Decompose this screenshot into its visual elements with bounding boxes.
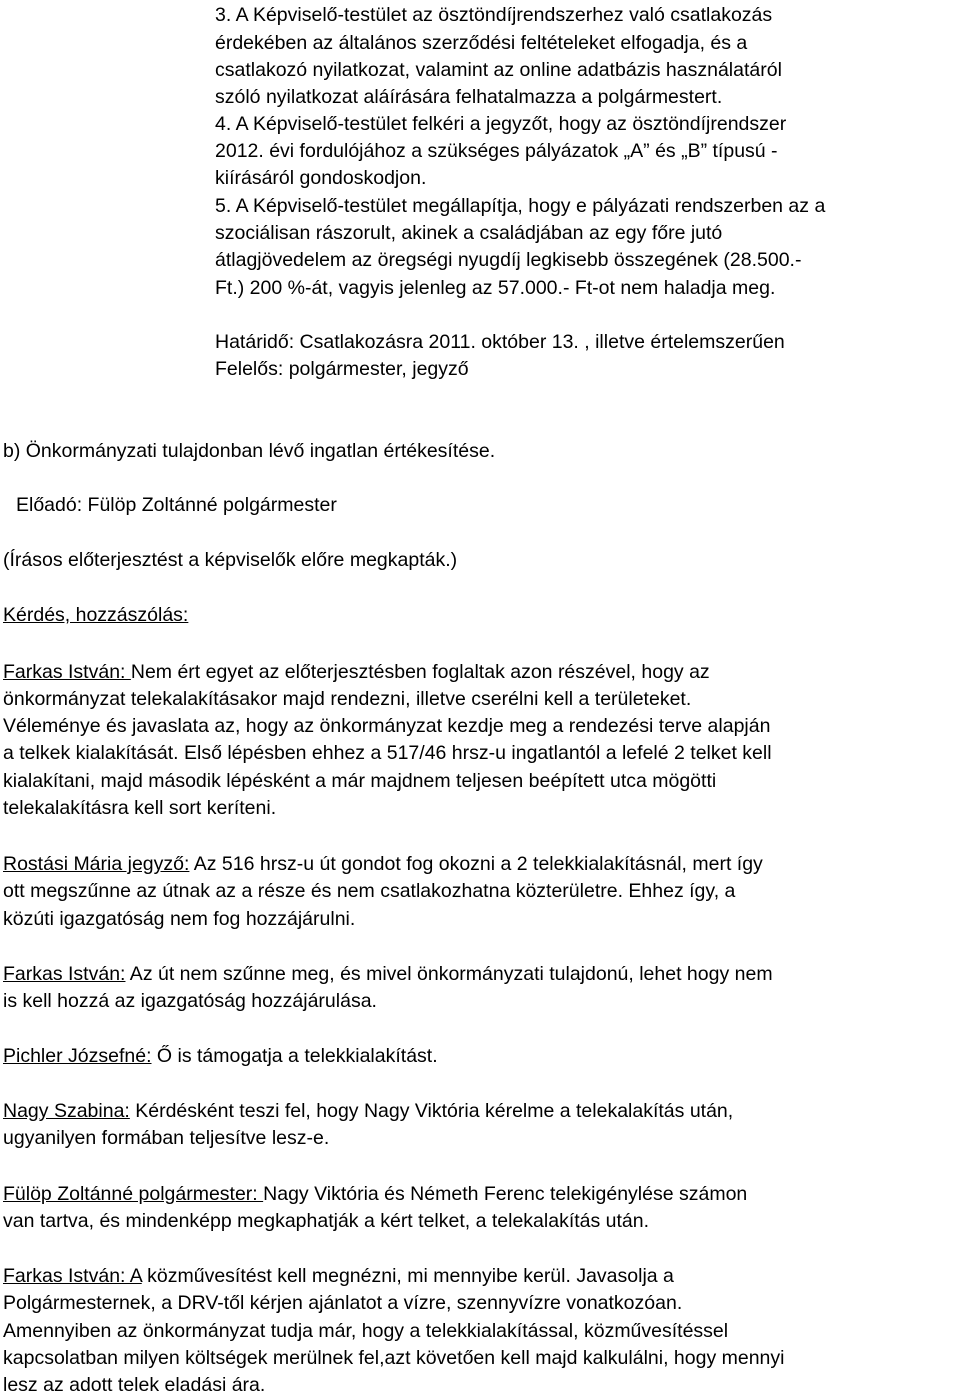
speech-line: van tartva, és mindenképp megkaphatják a kért telket, a telekalakítás után. bbox=[3, 1210, 650, 1232]
presenter-line: Előadó: Fülöp Zoltánné polgármester bbox=[16, 494, 337, 516]
resolution-item-4-line-1: 4. A Képviselő-testület felkéri a jegyzőt, hogy az ösztöndíjrendszer bbox=[215, 113, 787, 135]
agenda-item-title: b) Önkormányzati tulajdonban lévő ingatlan értékesítése. bbox=[3, 440, 496, 462]
speaker-name: Pichler Józsefné: bbox=[3, 1045, 152, 1067]
resolution-item-5-line-2: szociálisan rászorult, akinek a családjában az egy főre jutó bbox=[215, 222, 723, 244]
speech-line: önkormányzat telekalakításakor majd rendezni, illetve cserélni kell a területeket. bbox=[3, 688, 692, 710]
speaker-name: Rostási Mária jegyző: bbox=[3, 853, 190, 875]
questions-heading: Kérdés, hozzászólás: bbox=[3, 604, 189, 626]
speech-line: közúti igazgatóság nem fog hozzájárulni. bbox=[3, 908, 356, 930]
speech-line bbox=[3, 1263, 674, 1289]
speech-line: ugyanilyen formában teljesítve lesz-e. bbox=[3, 1127, 330, 1149]
speech-line: telekalakításra kell sort keríteni. bbox=[3, 797, 277, 819]
speaker-name: Farkas István: bbox=[3, 963, 126, 985]
speech-line: kapcsolatban milyen költségek merülnek fel,azt követően kell majd kalkulálni, hogy mennyi bbox=[3, 1347, 785, 1369]
resolution-item-3-line-3: csatlakozó nyilatkozat, valamint az online adatbázis használatáról bbox=[215, 59, 782, 81]
speech-line bbox=[3, 1181, 747, 1207]
speech-line: kialakítani, majd második lépésként a már majdnem teljesen beépített utca mögötti bbox=[3, 770, 717, 792]
speech-line bbox=[3, 1098, 733, 1124]
speech-text: közművesítést kell megnézni, mi mennyibe kerül. Javasolja a bbox=[141, 1265, 674, 1287]
speaker-name: Farkas István: bbox=[3, 661, 131, 683]
speech-line: Véleménye és javaslata az, hogy az önkormányzat kezdje meg a rendezési terve alapján bbox=[3, 715, 771, 737]
note-line: (Írásos előterjesztést a képviselők előre megkapták.) bbox=[3, 549, 458, 571]
speech-text: Az út nem szűnne meg, és mivel önkormányzati tulajdonú, lehet hogy nem bbox=[125, 963, 773, 985]
resolution-item-3-line-4: szóló nyilatkozat aláírására felhatalmazza a polgármestert. bbox=[215, 86, 723, 108]
speech-text: Nagy Viktória és Németh Ferenc telekigénylése számon bbox=[263, 1183, 748, 1205]
resolution-item-3-line-1: 3. A Képviselő-testület az ösztöndíjrendszerhez való csatlakozás bbox=[215, 4, 773, 26]
speech-line bbox=[3, 1043, 438, 1069]
speech-line: is kell hozzá az igazgatóság hozzájárulása. bbox=[3, 990, 377, 1012]
speaker-name: Fülöp Zoltánné polgármester: bbox=[3, 1183, 264, 1205]
speech-line: a telkek kialakítását. Első lépésben ehhez a 517/46 hrsz-u ingatlantól a lefelé 2 telket kell bbox=[3, 742, 772, 764]
speech-line: Amennyiben az önkormányzat tudja már, hogy a telekkialakítással, közművesítéssel bbox=[3, 1320, 729, 1342]
speech-line: Polgármesternek, a DRV-től kérjen ajánlatot a vízre, szennyvízre vonatkozóan. bbox=[3, 1292, 683, 1314]
speech-line bbox=[3, 659, 710, 685]
speech-text: Nem ért egyet az előterjesztésben foglaltak azon részével, hogy az bbox=[130, 661, 710, 683]
deadline-line: Határidő: Csatlakozásra 2011. október 13. , illetve értelemszerűen bbox=[215, 331, 785, 353]
resolution-item-5-line-4: Ft.) 200 %-át, vagyis jelenleg az 57.000.- Ft-ot nem haladja meg. bbox=[215, 277, 776, 299]
speech-text: Ő is támogatja a telekkialakítást. bbox=[151, 1045, 438, 1067]
responsible-line: Felelős: polgármester, jegyző bbox=[215, 358, 469, 380]
speaker-name: Nagy Szabina: bbox=[3, 1100, 130, 1122]
resolution-item-5-line-3: átlagjövedelem az öregségi nyugdíj legkisebb összegének (28.500.- bbox=[215, 249, 802, 271]
resolution-item-4-line-2: 2012. évi fordulójához a szükséges pályázatok „A” és „B” típusú - bbox=[215, 140, 778, 162]
resolution-item-4-line-3: kiírásáról gondoskodjon. bbox=[215, 167, 427, 189]
speech-line bbox=[3, 961, 773, 987]
speech-text: Kérdésként teszi fel, hogy Nagy Viktória kérelme a telekalakítás után, bbox=[129, 1100, 734, 1122]
speaker-name: Farkas István: A bbox=[3, 1265, 142, 1287]
speech-line bbox=[3, 851, 763, 877]
speech-text: Az 516 hrsz-u út gondot fog okozni a 2 telekkialakításnál, mert így bbox=[189, 853, 763, 875]
resolution-item-3-line-2: érdekében az általános szerződési feltételeket elfogadja, és a bbox=[215, 32, 748, 54]
speech-line: lesz az adott telek eladási ára. bbox=[3, 1374, 266, 1396]
resolution-item-5-line-1: 5. A Képviselő-testület megállapítja, hogy e pályázati rendszerben az a bbox=[215, 195, 826, 217]
speech-line: ott megszűnne az útnak az a része és nem csatlakozhatna közterületre. Ehhez így, a bbox=[3, 880, 736, 902]
